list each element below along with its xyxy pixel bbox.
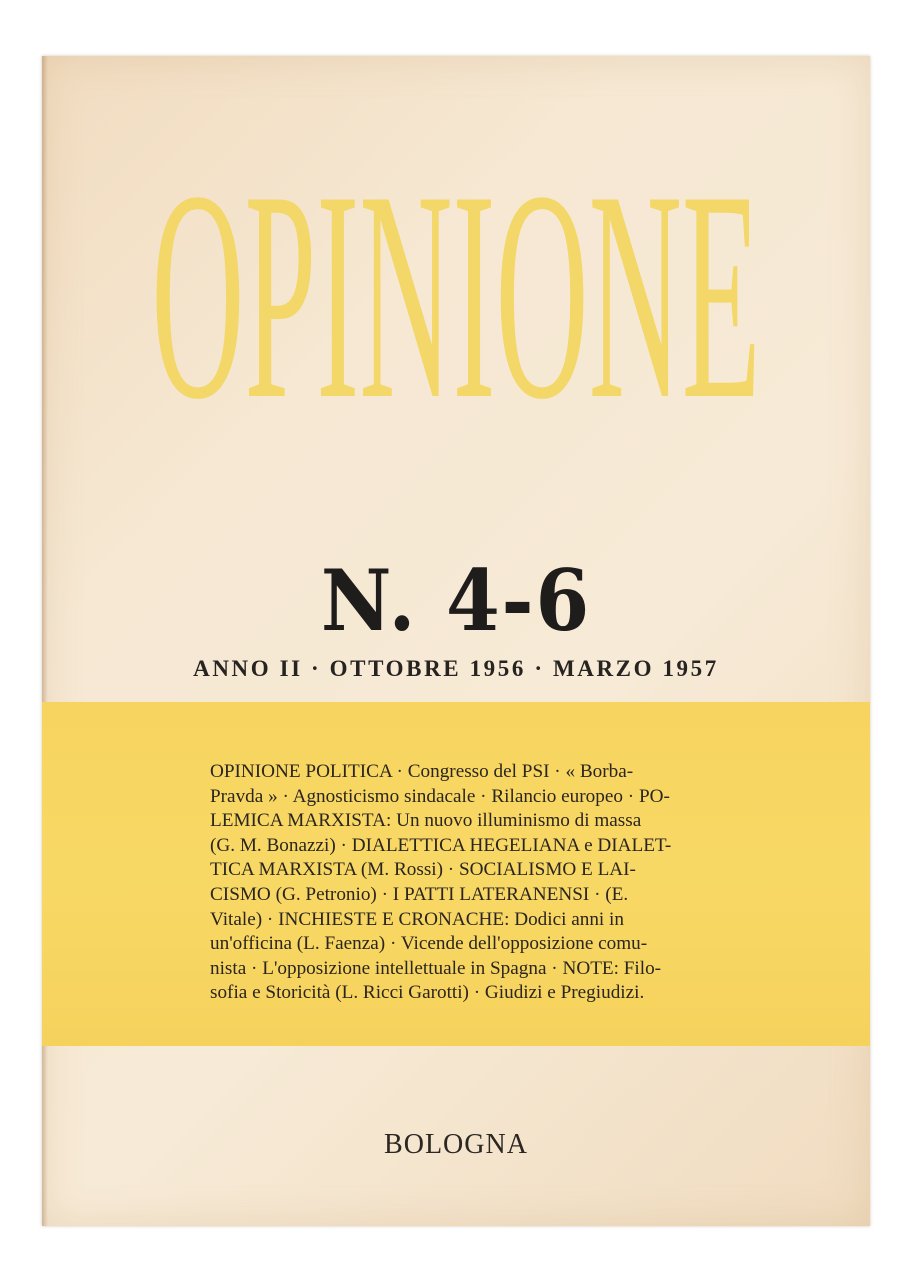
masthead-title-text: OPINIONE <box>151 128 761 426</box>
issue-number: N. 4-6 <box>320 551 592 650</box>
publication-city: BOLOGNA <box>384 1129 528 1160</box>
table-of-contents <box>210 760 725 1006</box>
contents-band <box>42 702 870 1046</box>
magazine-cover <box>42 56 870 1226</box>
contents-line: sofia e Storicità (L. Ricci Garotti) · Giudizi e Pregiudizi. <box>210 982 645 1004</box>
contents-line: LEMICA MARXISTA: Un nuovo illuminismo di massa <box>210 810 642 832</box>
contents-line: un'officina (L. Faenza) · Vicende dell'opposizione comu- <box>210 933 648 955</box>
contents-line: TICA MARXISTA (M. Rossi) · SOCIALISMO E LAI- <box>210 859 636 881</box>
masthead-title <box>42 126 870 426</box>
contents-line: nista · L'opposizione intellettuale in Spagna · NOTE: Filo- <box>210 957 662 979</box>
contents-line: CISMO (G. Petronio) · I PATTI LATERANENSI · (E. <box>210 883 629 905</box>
contents-line: Pravda » · Agnosticismo sindacale · Rilancio europeo · PO- <box>210 785 670 807</box>
contents-line: Vitale) · INCHIESTE E CRONACHE: Dodici anni in <box>210 908 624 930</box>
year-line: ANNO II · OTTOBRE 1956 · MARZO 1957 <box>193 656 719 681</box>
contents-line: (G. M. Bonazzi) · DIALETTICA HEGELIANA e DIALET- <box>210 834 672 856</box>
contents-line: OPINIONE POLITICA · Congresso del PSI · « Borba- <box>210 761 634 782</box>
